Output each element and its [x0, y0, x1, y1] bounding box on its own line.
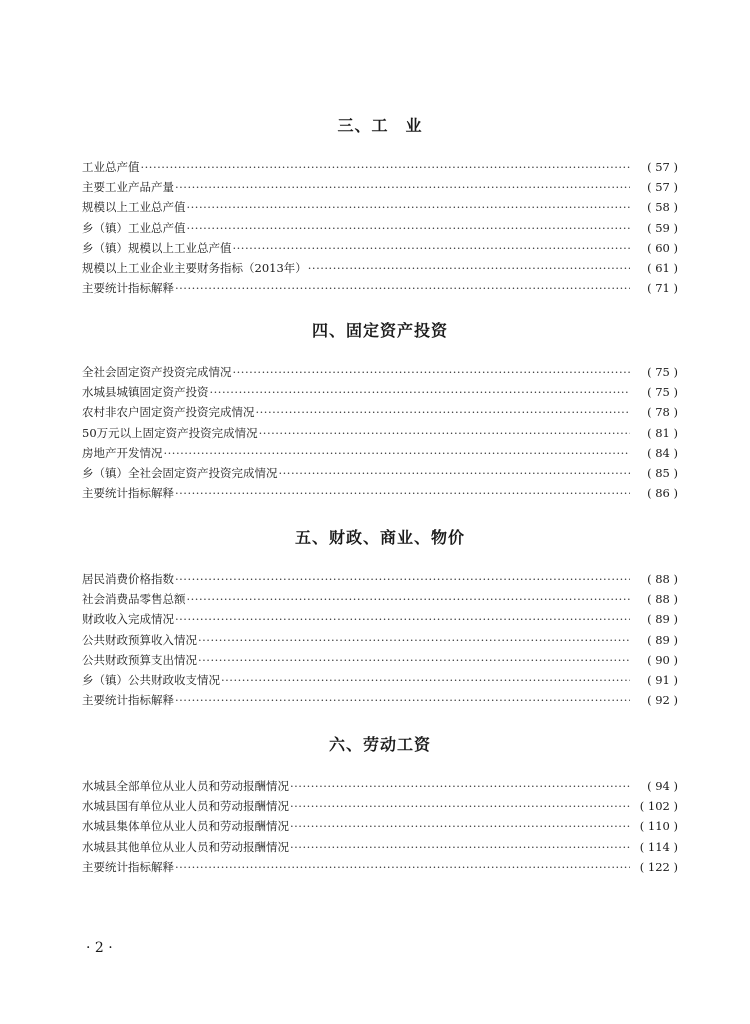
dot-leader — [308, 258, 630, 278]
entry-title: 财政收入完成情况 — [82, 612, 174, 627]
toc-entry[interactable] — [82, 402, 678, 422]
entry-page-number: ( 81 ) — [647, 425, 678, 440]
dot-leader — [259, 423, 630, 443]
entry-title: 乡（镇）公共财政收支情况 — [82, 672, 220, 687]
toc-entry[interactable] — [82, 483, 678, 503]
entry-page-number: ( 75 ) — [647, 365, 678, 379]
dot-leader — [279, 463, 631, 483]
dot-leader — [175, 690, 630, 710]
dot-leader — [233, 238, 631, 258]
toc-entry[interactable] — [82, 630, 678, 650]
dot-leader — [198, 630, 630, 650]
toc-entry[interactable] — [82, 258, 678, 278]
dot-leader — [187, 218, 631, 238]
entry-title: 工业总产值 — [82, 160, 140, 174]
dot-leader — [210, 382, 631, 402]
dot-leader — [175, 609, 630, 629]
entry-page-number: ( 60 ) — [647, 240, 678, 255]
dot-leader — [175, 177, 630, 197]
dot-leader — [175, 857, 630, 877]
dot-leader — [164, 443, 631, 463]
entry-title: 主要统计指标解释 — [82, 281, 174, 296]
entry-page-number: ( 91 ) — [647, 672, 678, 687]
dot-leader — [187, 197, 631, 217]
entry-title: 主要工业产品产量 — [82, 180, 174, 195]
toc-entry[interactable] — [82, 463, 678, 483]
dot-leader — [256, 402, 631, 422]
toc-entry[interactable] — [82, 443, 678, 463]
entry-title: 主要统计指标解释 — [82, 693, 174, 708]
entry-title: 乡（镇）全社会固定资产投资完成情况 — [82, 465, 278, 480]
entry-page-number: ( 88 ) — [647, 592, 678, 607]
dot-leader — [187, 589, 631, 609]
entry-page-number: ( 78 ) — [647, 405, 678, 420]
entry-title: 全社会固定资产投资完成情况 — [82, 365, 232, 379]
toc-entry[interactable] — [82, 423, 678, 443]
toc-entry[interactable] — [82, 569, 678, 589]
dot-leader — [141, 157, 631, 177]
section-fixed-asset-investment — [82, 320, 678, 503]
toc-entry[interactable] — [82, 690, 678, 710]
section-finance-commerce-prices — [82, 527, 678, 710]
dot-leader — [290, 837, 630, 857]
toc-entry[interactable] — [82, 238, 678, 258]
entry-page-number: ( 59 ) — [647, 220, 678, 235]
entry-title: 农村非农户固定资产投资完成情况 — [82, 405, 255, 420]
dot-leader — [175, 278, 630, 298]
entry-page-number: ( 88 ) — [647, 572, 678, 586]
toc-entry[interactable] — [82, 278, 678, 298]
entry-title: 乡（镇）工业总产值 — [82, 220, 186, 235]
footer-page-number: · 2 · — [86, 940, 113, 956]
toc-entry[interactable] — [82, 197, 678, 217]
entry-title: 公共财政预算收入情况 — [82, 632, 197, 647]
entry-title: 乡（镇）规模以上工业总产值 — [82, 240, 232, 255]
toc-entry[interactable] — [82, 776, 678, 796]
toc-entry[interactable] — [82, 177, 678, 197]
entry-page-number: ( 89 ) — [647, 632, 678, 647]
entry-title: 水城县集体单位从业人员和劳动报酬情况 — [82, 819, 289, 834]
entry-page-number: ( 114 ) — [639, 839, 678, 854]
entry-page-number: ( 57 ) — [647, 180, 678, 195]
toc-entry[interactable] — [82, 157, 678, 177]
entry-page-number: ( 75 ) — [647, 385, 678, 400]
toc-entry[interactable] — [82, 650, 678, 670]
entry-title: 水城县其他单位从业人员和劳动报酬情况 — [82, 839, 289, 854]
entry-page-number: ( 85 ) — [647, 465, 678, 480]
toc-entry[interactable] — [82, 362, 678, 382]
entry-title: 规模以上工业总产值 — [82, 200, 186, 215]
entry-title: 水城县城镇固定资产投资 — [82, 385, 209, 400]
entry-page-number: ( 102 ) — [639, 799, 678, 814]
toc-entry[interactable] — [82, 837, 678, 857]
section-title: 五、财政、商业、物价 — [294, 528, 465, 547]
entry-page-number: ( 122 ) — [639, 859, 678, 874]
dot-leader — [290, 796, 630, 816]
toc-entry[interactable] — [82, 382, 678, 402]
entry-page-number: ( 58 ) — [647, 200, 678, 215]
entry-page-number: ( 89 ) — [647, 612, 678, 627]
dot-leader — [198, 650, 630, 670]
entry-page-number: ( 84 ) — [647, 445, 678, 460]
entry-page-number: ( 110 ) — [639, 819, 678, 834]
dot-leader — [175, 483, 630, 503]
entry-title: 居民消费价格指数 — [82, 572, 174, 586]
entry-title: 公共财政预算支出情况 — [82, 652, 197, 667]
dot-leader — [290, 816, 630, 836]
entry-title: 房地产开发情况 — [82, 445, 163, 460]
entry-title: 水城县全部单位从业人员和劳动报酬情况 — [82, 779, 289, 793]
dot-leader — [175, 569, 630, 589]
entry-title: 规模以上工业企业主要财务指标（2013年） — [82, 260, 307, 275]
entry-page-number: ( 94 ) — [647, 779, 678, 793]
entry-title: 社会消费品零售总额 — [82, 592, 186, 607]
toc-entry[interactable] — [82, 796, 678, 816]
section-title: 四、固定资产投资 — [311, 321, 448, 340]
dot-leader — [233, 362, 631, 382]
entry-title: 水城县国有单位从业人员和劳动报酬情况 — [82, 799, 289, 814]
toc-entry[interactable] — [82, 609, 678, 629]
entry-page-number: ( 92 ) — [647, 693, 678, 708]
dot-leader — [290, 776, 630, 796]
toc-entry[interactable] — [82, 670, 678, 690]
section-labor-wages — [82, 734, 678, 877]
toc-entry[interactable] — [82, 589, 678, 609]
entry-page-number: ( 71 ) — [647, 281, 678, 296]
entry-title: 50万元以上固定资产投资完成情况 — [82, 425, 258, 440]
toc-entry[interactable] — [82, 816, 678, 836]
toc-entry[interactable] — [82, 857, 678, 877]
entry-page-number: ( 90 ) — [647, 652, 678, 667]
entry-title: 主要统计指标解释 — [82, 486, 174, 501]
dot-leader — [221, 670, 630, 690]
entry-title: 主要统计指标解释 — [82, 859, 174, 874]
section-industry — [82, 115, 678, 298]
toc-entry[interactable] — [82, 218, 678, 238]
section-title: 六、劳动工资 — [328, 735, 431, 754]
section-title: 三、工 业 — [337, 116, 423, 135]
entry-page-number: ( 61 ) — [647, 260, 678, 275]
entry-page-number: ( 57 ) — [647, 160, 678, 174]
entry-page-number: ( 86 ) — [647, 486, 678, 501]
